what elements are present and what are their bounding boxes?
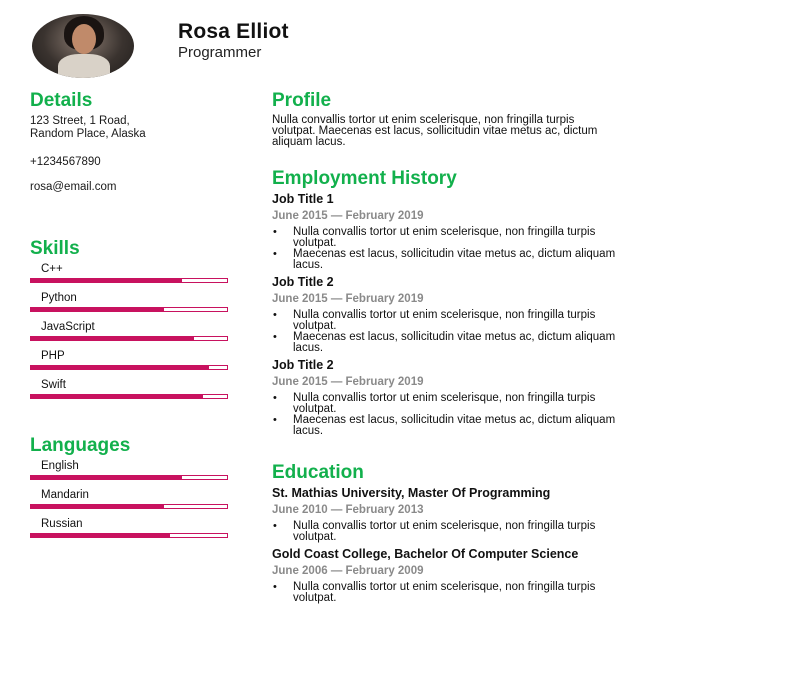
languages-list xyxy=(30,459,230,538)
language-bar-fill xyxy=(31,476,182,479)
skill-bar-fill xyxy=(31,395,203,398)
language-item xyxy=(30,517,230,538)
education-entry xyxy=(272,485,750,542)
skill-label: Python xyxy=(41,292,77,304)
education-dates: June 2006 — February 2009 xyxy=(272,565,424,577)
skill-item xyxy=(30,291,230,312)
language-item xyxy=(30,459,230,480)
list-item: • Maecenas est lacus, sollicitudin vitae metus ac, dictum aliquam lacus. xyxy=(272,415,750,436)
languages-heading: Languages xyxy=(30,435,131,456)
education-dates: June 2010 — February 2013 xyxy=(272,504,424,516)
language-bar xyxy=(30,475,228,480)
skill-label: JavaScript xyxy=(41,321,95,333)
education-title: St. Mathias University, Master Of Programming xyxy=(272,486,551,500)
job-dates: June 2015 — February 2019 xyxy=(272,293,424,305)
job-title: Job Title 2 xyxy=(272,358,334,372)
skill-label: PHP xyxy=(41,350,65,362)
skill-item xyxy=(30,378,230,399)
skill-bar xyxy=(30,394,228,399)
job-title: Job Title 2 xyxy=(272,275,334,289)
avatar xyxy=(32,14,134,78)
list-item: • Maecenas est lacus, sollicitudin vitae metus ac, dictum aliquam lacus. xyxy=(272,249,750,270)
email-address: rosa@email.com xyxy=(30,181,117,193)
list-item: • Nulla convallis tortor ut enim scelerisque, non fringilla turpis volutpat. xyxy=(272,310,750,331)
job-bullets xyxy=(272,393,750,436)
language-bar xyxy=(30,504,228,509)
skill-bar-fill xyxy=(31,308,164,311)
job-title: Job Title 1 xyxy=(272,192,334,206)
language-bar-fill xyxy=(31,534,170,537)
job-bullets xyxy=(272,310,750,353)
profile-text: Nulla convallis tortor ut enim scelerisque, non fringilla turpis volutpat. Maecenas est lacus, sollicitudin vitae metus ac, dictum aliquam lacus. xyxy=(272,114,598,148)
profile-heading: Profile xyxy=(272,90,332,111)
education-bullets xyxy=(272,582,750,603)
address: 123 Street, 1 Road, Random Place, Alaska xyxy=(30,115,146,140)
skill-bar-fill xyxy=(31,366,209,369)
skill-item xyxy=(30,349,230,370)
list-item: • Nulla convallis tortor ut enim scelerisque, non fringilla turpis volutpat. xyxy=(272,227,750,248)
job-entry xyxy=(272,357,750,436)
employment-heading: Employment History xyxy=(272,168,457,189)
right-column xyxy=(272,90,750,607)
skill-label: C++ xyxy=(41,263,63,275)
language-bar-fill xyxy=(31,505,164,508)
job-entry xyxy=(272,191,750,270)
skill-bar xyxy=(30,365,228,370)
language-bar xyxy=(30,533,228,538)
language-label: Mandarin xyxy=(41,489,89,501)
skills-heading: Skills xyxy=(30,238,80,259)
skill-label: Swift xyxy=(41,379,66,391)
education-heading: Education xyxy=(272,462,364,483)
list-item: • Maecenas est lacus, sollicitudin vitae metus ac, dictum aliquam lacus. xyxy=(272,332,750,353)
language-label: Russian xyxy=(41,518,83,530)
phone-number: +1234567890 xyxy=(30,156,101,168)
job-dates: June 2015 — February 2019 xyxy=(272,376,424,388)
job-entry xyxy=(272,274,750,353)
education-bullets xyxy=(272,521,750,542)
language-item xyxy=(30,488,230,509)
skill-bar-fill xyxy=(31,337,194,340)
job-role: Programmer xyxy=(178,44,262,61)
person-name: Rosa Elliot xyxy=(178,20,289,43)
list-item: • Nulla convallis tortor ut enim scelerisque, non fringilla turpis volutpat. xyxy=(272,521,750,542)
education-title: Gold Coast College, Bachelor Of Computer Science xyxy=(272,547,579,561)
skill-item xyxy=(30,320,230,341)
job-dates: June 2015 — February 2019 xyxy=(272,210,424,222)
details-heading: Details xyxy=(30,90,93,111)
skill-bar-fill xyxy=(31,279,182,282)
left-column xyxy=(30,90,230,546)
list-item: • Nulla convallis tortor ut enim scelerisque, non fringilla turpis volutpat. xyxy=(272,582,750,603)
skills-list xyxy=(30,262,230,399)
job-bullets xyxy=(272,227,750,270)
list-item: • Nulla convallis tortor ut enim scelerisque, non fringilla turpis volutpat. xyxy=(272,393,750,414)
skill-bar xyxy=(30,307,228,312)
skill-item xyxy=(30,262,230,283)
skill-bar xyxy=(30,336,228,341)
education-entry xyxy=(272,546,750,603)
language-label: English xyxy=(41,460,79,472)
skill-bar xyxy=(30,278,228,283)
